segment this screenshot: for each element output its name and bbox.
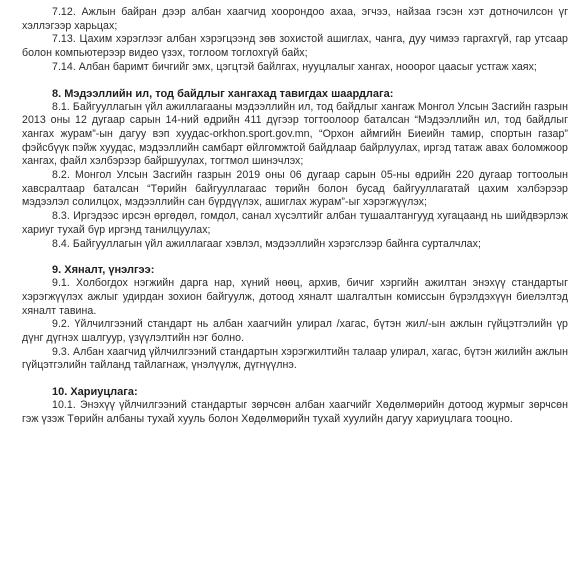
section-9-heading: 9. Хяналт, үнэлгээ: bbox=[52, 264, 155, 277]
section-8-heading: 8. Мэдээллийн ил, тод байдлыг хангахад тавигдах шаардлага: bbox=[52, 87, 394, 100]
section-10-heading: 10. Хариуцлага: bbox=[52, 386, 138, 399]
paragraph-8-3: 8.3. Иргэдээс ирсэн өргөдөл, гомдол, санал хүсэлтийг албан тушаалтангууд хугацаанд нь шийдвэрлэж хариуг тухай бүр иргэнд танилцуулах; bbox=[22, 210, 568, 236]
paragraph-9-1: 9.1. Холбогдох нэгжийн дарга нар, хүний нөөц, архив, бичиг хэргийн ажилтан энэхүү стандартыг хэрэгжүүлэх ажлыг удирдан зохион байгуулж, дотоод хяналт шалгалтын комиссын бүрэлдэхүүн биелэлтэд хяналт тавина. bbox=[22, 277, 568, 317]
paragraph-7-13: 7.13. Цахим хэрэглээг албан хэрэгцээнд зөв зохистой ашиглах, чанга, дуу чимээ гаргахгүй, гар утсаар болон компьютерээр видео үзэх, тоглоом тоглохгүй байх; bbox=[22, 33, 568, 60]
paragraph-8-2: 8.2. Монгол Улсын Засгийн газрын 2019 оны 06 дугаар сарын 05-ны өдрийн 220 дугаар тогтоолын хавсралтаар баталсан “Төрийн байгууллагаас төрийн болон бусад байгууллагатай цахим хэлбэрээр мэдээлэл солилцох, мэдээллийн сан бүрдүүлэх, ашиглах журам”-ыг хэрэгжүүлэх; bbox=[22, 169, 568, 209]
paragraph-10-1: 10.1. Энэхүү үйлчилгээний стандартыг зөрчсөн албан хаагчийг Хөдөлмөрийн дотоод журмыг зөрчсөн гэж үзэж Төрийн албаны тухай хууль болон Хөдөлмөрийн тухай хуулийн дагуу хариуцлага тооцно. bbox=[22, 399, 568, 425]
paragraph-7-12: 7.12. Ажлын байран дээр албан хаагчид хоорондоо ахаа, эгчээ, найзаа гэсэн хэт дотночилсон үг хэллэгээр харьцах; bbox=[22, 6, 568, 32]
paragraph-9-3: 9.3. Албан хаагчид үйлчилгээний стандартын хэрэгжилтийн талаар улирал, хагас, бүтэн жилийн ажлын гүйцэтгэлийн тайланд тайлагнаж, үнэлүүлж, дүгнүүлнэ. bbox=[22, 345, 568, 372]
paragraph-9-2: 9.2. Үйлчилгээний стандарт нь албан хаагчийн улирал /хагас, бүтэн жил/-ын ажлын гүйцэтгэлийн үр дүнг дүгнэх шалгуур, үзүүлэлтийн нэг болно. bbox=[22, 318, 568, 345]
paragraph-7-14: 7.14. Албан баримт бичгийг эмх, цэгцтэй байлгах, нууцлалыг хангах, нооорог цаасыг устгаж хаях; bbox=[52, 60, 537, 73]
paragraph-8-4: 8.4. Байгууллагын үйл ажиллагааг хэвлэл, мэдээллийн хэрэгслээр байнга сурталчлах; bbox=[52, 237, 481, 250]
paragraph-8-1: 8.1. Байгууллагын үйл ажиллагааны мэдээллийн ил, тод байдлыг хангаж Монгол Улсын Засгийн газрын 2013 оны 12 дугаар сарын 14-ний өдрийн 411 дүгээр тогтоолоор баталсан “Мэдээллийн ил, тод байдлыг хангах журам”-ын дагуу вэп хуудас-orkhon.sport.gov.mn, “Орхон аймгийн Биеийн тамир, спортын газар” фэйсбүүк пэйж хуудас, мэдээллийн самбарт өйлгомжтой байдлаар байрлуулах, иргэд татаж авах боломжоор хангах, файл хэлбэрээр байршуулах, тогтмол шинэчлэх; bbox=[22, 100, 568, 168]
